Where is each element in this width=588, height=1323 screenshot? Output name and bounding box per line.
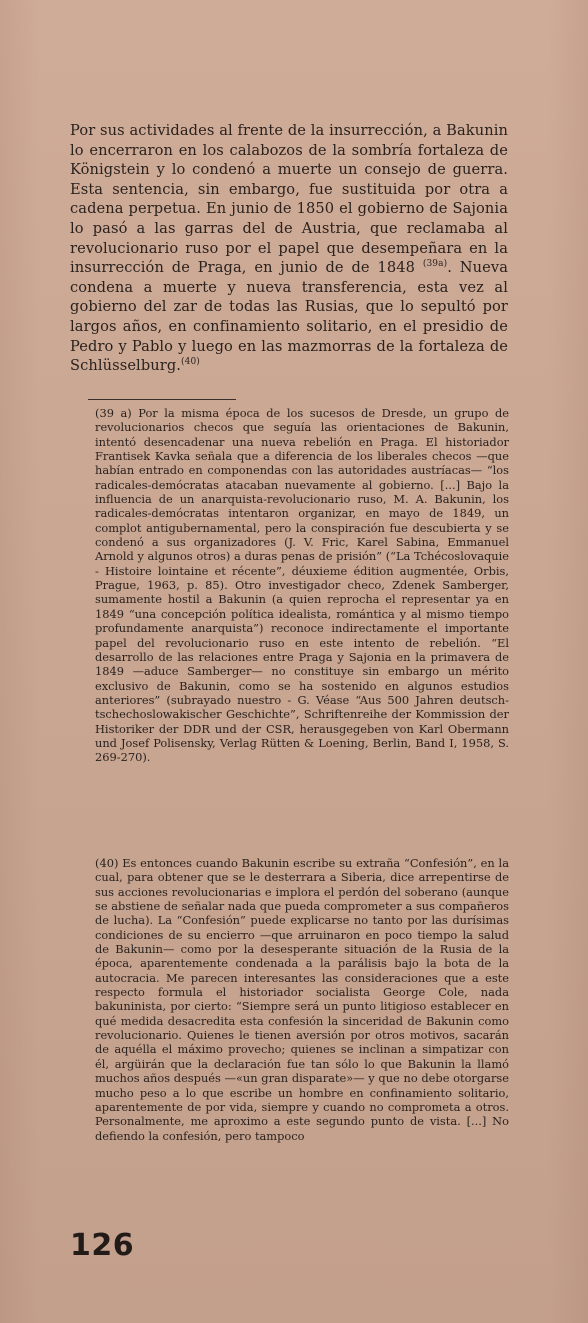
page-number: 126 xyxy=(70,1228,135,1263)
footnote-39a: (39 a) Por la misma época de los sucesos de Dresde, un grupo de revolucionarios checos que seguía las orientaciones de Bakunin, intentó desencadenar una nueva rebelión en Praga. El historiador Frantisek Kavka señala que a diferencia de los liberales checos —que habían entrado en componendas con las autoridades austríacas— “los radicales-demócratas atacaban nuevamente al gobierno. [...] Bajo la influencia de un anarquista-revolucionario ruso, M. A. Bakunin, los radicales-demócratas intentaron organizar, en mayo de 1849, un complot antigubernamental, pero la conspiración fue descubierta y se condenó a sus organizadores (J. V. Fric, Karel Sabina, Emmanuel Arnold y algunos otros) a duras penas de prisión” (“La Tchécoslovaquie - Histoire lointaine et récente”, déuxieme édition augmentée, Orbis, Prague, 1963, p. 85). Otro investigador checo, Zdenek Samberger, sumamente hostil a Bakunin (a quien reprocha el representar ya en 1849 “una concepción política idealista, romántica y al mismo tiempo profundamente anarquista”) reconoce indirectamente el importante papel del revolucionario ruso en este intento de rebelión. “El desarrollo de las relaciones entre Praga y Sajonia en la primavera de 1849 —aduce Samberger— no constituye sin embargo un mérito exclusivo de Bakunin, como se ha sostenido en algunos estudios anteriores” (subrayado nuestro - G. Véase “Aus 500 Jahren deutsch-tschechoslowakischer Geschichte”, Schriftenreihe der Kommission der Historiker der DDR und der CSR, herausgegeben von Karl Obermann und Josef Polisensky, Verlag Rütten & Loening, Berlin, Band I, 1958, S. 269-270). xyxy=(95,406,509,765)
footnote-separator xyxy=(88,399,236,400)
main-paragraph-continuation: . Nueva condena a muerte y nueva transferencia, esta vez al gobierno del zar de todas las Rusias, que lo sepultó por largos años, en confinamiento solitario, en el presidio de Pedro y Pablo y luego en las mazmorras de la fortaleza de Schlüsselburg. xyxy=(70,259,508,375)
footnote-40: (40) Es entonces cuando Bakunin escribe su extraña “Confesión”, en la cual, para obtener que se le desterrara a Siberia, dice arrepentirse de sus acciones revolucionarias e implora el perdón del soberano (aunque se abstiene de señalar nada que pueda comprometer a sus compañeros de lucha). La “Confesión” puede explicarse no tanto por las durísimas condiciones de su encierro —que arruinaron en poco tiempo la salud de Bakunin— como por la desesperante situación de la Rusia de la época, aparentemente condenada a la parálisis bajo la bota de la autocracia. Me parecen interesantes las consideraciones que a este respecto formula el historiador socialista George Cole, nada bakuninista, por cierto: “Siempre será un punto litigioso establecer en qué medida desacredita esta confesión la sinceridad de Bakunin como revolucionario. Quienes le tienen aversión por otros motivos, sacarán de aquélla el máximo provecho; quienes se inclinan a simpatizar con él, argüirán que la declaración fue tan sólo lo que Bakunin la llamó muchos años después —«un gran disparate»— y que no debe otorgarse mucho peso a lo que escribe un hombre en confinamiento solitario, aparentemente de por vida, siempre y cuando no comprometa a otros. Personalmente, me aproximo a este segundo punto de vista. [...] No defiendo la confesión, pero tampoco xyxy=(95,856,509,1143)
main-paragraph-text: Por sus actividades al frente de la insurrección, a Bakunin lo encerraron en los calabozos de la sombría fortaleza de Königstein y lo condenó a muerte un consejo de guerra. Esta sentencia, sin embargo, fue sustituida por otra a cadena perpetua. En junio de 1850 el gobierno de Sajonia lo pasó a las garras del de Austria, que reclamaba al revolucionario ruso por el papel que desempeñara en la insurrección de Praga, en junio de de 1848 xyxy=(70,122,508,277)
main-paragraph xyxy=(70,121,508,376)
footnote-ref-40: (40) xyxy=(181,357,200,368)
footnote-ref-39a: (39a) xyxy=(422,259,448,270)
